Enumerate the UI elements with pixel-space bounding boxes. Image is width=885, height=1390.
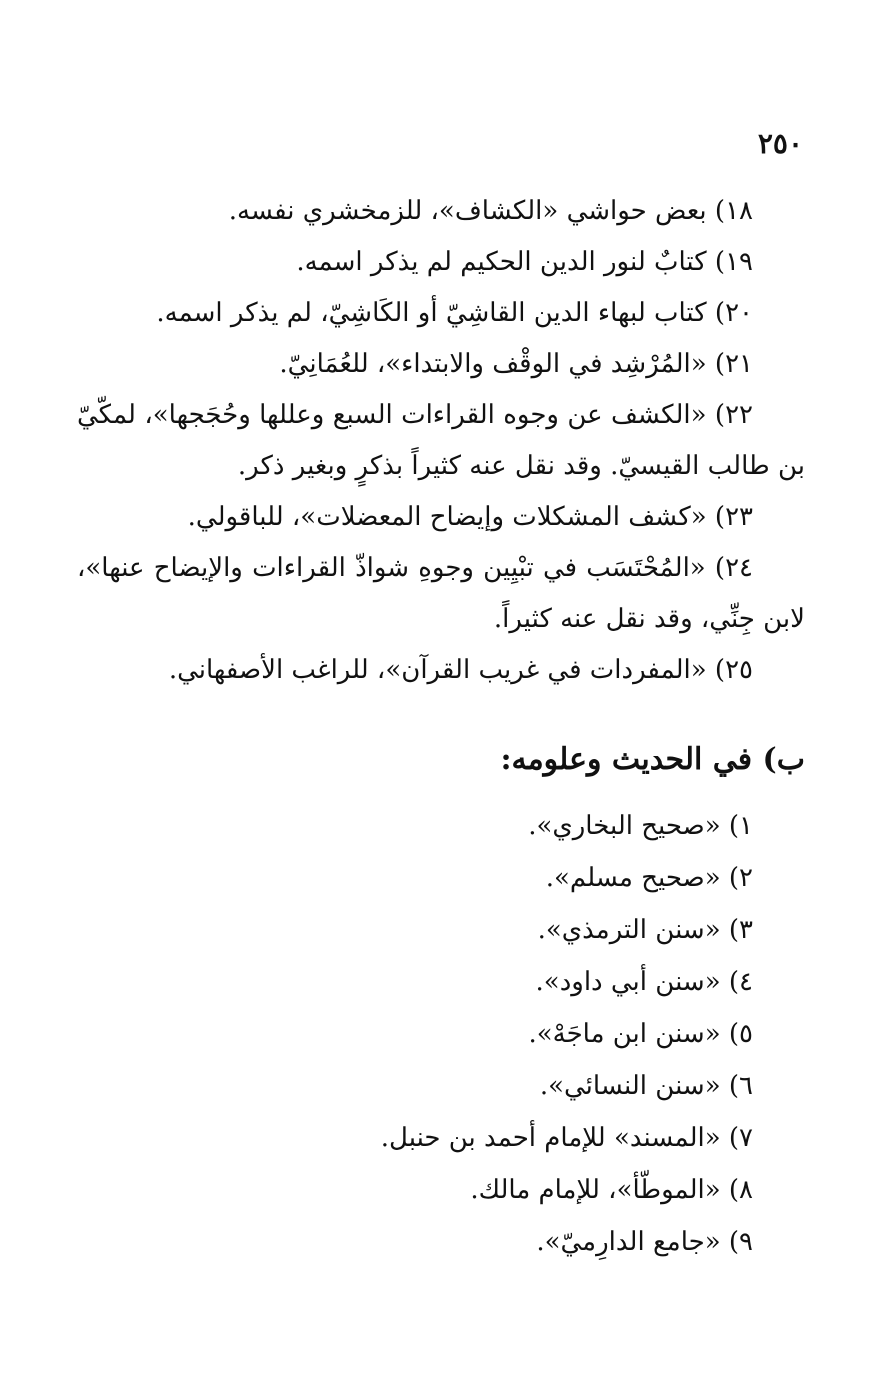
list-item: ٧) «المسند» للإمام أحمد بن حنبل.	[380, 1123, 753, 1153]
list-item: ٢٣) «كشف المشكلات وإيضاح المعضلات»، للباقولي.	[187, 502, 753, 532]
list-item: ٥) «سنن ابن ماجَهْ».	[528, 1019, 753, 1049]
list-item-text: ٢٢) «الكشف عن وجوه القراءات السبع وعللها وحُجَجها»، لمكّيّ بن طالب القيسيّ. وقد نقل عنه كثيراً بذكرٍ وبغير ذكر.	[77, 400, 805, 481]
sources-list-tafsir	[77, 186, 805, 696]
list-item: ٩) «جامع الدارِميّ».	[536, 1227, 753, 1257]
list-item: ٨) «الموطّأ»، للإمام مالك.	[470, 1175, 753, 1205]
list-item: ٣) «سنن الترمذي».	[537, 915, 753, 945]
section-heading: ب) في الحديث وعلومه:	[500, 742, 805, 777]
list-item: ٢٥) «المفردات في غريب القرآن»، للراغب الأصفهاني.	[168, 655, 753, 685]
list-item: ٢) «صحيح مسلم».	[545, 863, 753, 893]
list-item: ٢٠) كتاب لبهاء الدين القاشِيّ أو الكَاشِيّ، لم يذكر اسمه.	[156, 298, 753, 328]
list-item: ١) «صحيح البخاري».	[528, 811, 753, 841]
list-item: ٤) «سنن أبي داود».	[535, 967, 753, 997]
list-item: ١٨) بعض حواشي «الكشاف»، للزمخشري نفسه.	[228, 196, 753, 226]
list-item	[77, 390, 805, 492]
list-item-text: ٢٤) «المُحْتَسَب في تبْيِين وجوهِ شواذّ القراءات والإيضاح عنها»، لابن جِنِّي، وقد نقل عنه كثيراً.	[77, 553, 805, 634]
list-item: ٢١) «المُرْشِد في الوقْف والابتداء»، للعُمَانِيّ.	[279, 349, 753, 379]
sources-list-hadith	[77, 800, 753, 1268]
page-number: ٢٥٠	[757, 127, 803, 160]
list-item: ٦) «سنن النسائي».	[539, 1071, 753, 1101]
list-item: ١٩) كتابٌ لنور الدين الحكيم لم يذكر اسمه.	[296, 247, 753, 277]
list-item	[77, 543, 805, 645]
